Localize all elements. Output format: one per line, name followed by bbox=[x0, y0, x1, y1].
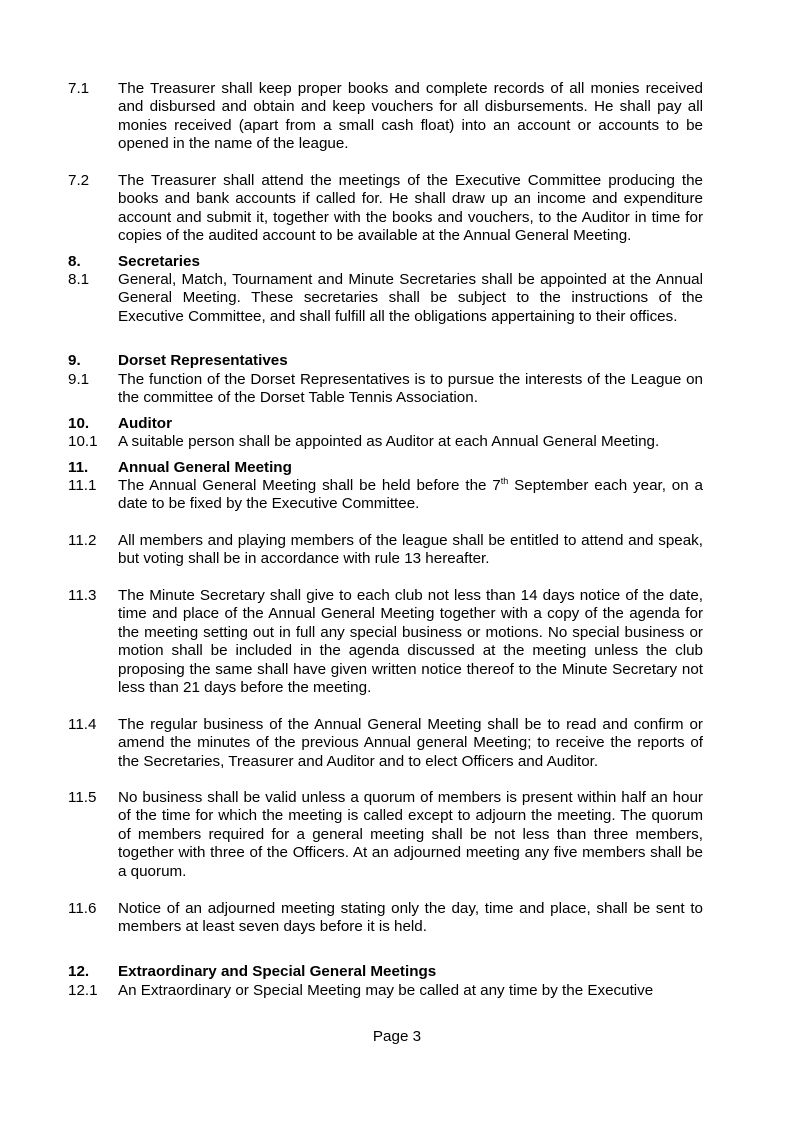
clause-text-part: The Annual General Meeting shall be held before the 7 bbox=[118, 477, 501, 494]
section-heading-12 bbox=[68, 963, 703, 981]
clause-number: 11.3 bbox=[68, 587, 97, 604]
section-number: 10. bbox=[68, 415, 90, 432]
clause-text: General, Match, Tournament and Minute Secretaries shall be appointed at the Annual General Meeting. These secretaries shall be subject to the instructions of the Executive Committee, and shall fulfill all the obligations appertaining to their offices. bbox=[118, 271, 703, 325]
clause-11-2 bbox=[68, 532, 703, 569]
clause-8-1 bbox=[68, 271, 703, 326]
section-number: 12. bbox=[68, 963, 90, 980]
clause-text: All members and playing members of the league shall be entitled to attend and speak, but voting shall be in accordance with rule 13 hereafter. bbox=[118, 532, 703, 568]
clause-text: Notice of an adjourned meeting stating only the day, time and place, shall be sent to members at least seven days before it is held. bbox=[118, 900, 703, 936]
section-heading-10 bbox=[68, 415, 703, 433]
clause-number: 11.1 bbox=[68, 477, 97, 494]
clause-number: 11.5 bbox=[68, 789, 97, 806]
clause-number: 11.4 bbox=[68, 716, 97, 733]
clause-text: The Treasurer shall attend the meetings of the Executive Committee producing the books and bank accounts if called for. He shall draw up an income and expenditure account and submit it, together with the books and vouchers, to the Auditor in time for copies of the audited account to be available at the Annual General Meeting. bbox=[118, 172, 703, 245]
clause-text: An Extraordinary or Special Meeting may be called at any time by the Executive bbox=[118, 982, 654, 999]
clause-12-1 bbox=[68, 982, 703, 1000]
ordinal-suffix: th bbox=[500, 475, 509, 486]
clause-11-3 bbox=[68, 587, 703, 697]
section-heading-8 bbox=[68, 253, 703, 271]
clause-number: 7.2 bbox=[68, 172, 90, 189]
clause-number: 8.1 bbox=[68, 271, 90, 288]
section-title: Annual General Meeting bbox=[118, 459, 292, 476]
section-heading-9 bbox=[68, 352, 703, 370]
section-number: 8. bbox=[68, 253, 81, 270]
section-title: Dorset Representatives bbox=[118, 352, 288, 369]
clause-11-6 bbox=[68, 900, 703, 937]
clause-number: 12.1 bbox=[68, 982, 98, 999]
clause-10-1 bbox=[68, 433, 703, 451]
clause-text: A suitable person shall be appointed as Auditor at each Annual General Meeting. bbox=[118, 433, 660, 450]
section-title: Secretaries bbox=[118, 253, 200, 270]
clause-text: The regular business of the Annual General Meeting shall be to read and confirm or amend the minutes of the previous Annual general Meeting; to receive the reports of the Secretaries, Treasurer and Auditor and to elect Officers and Auditor. bbox=[118, 716, 703, 770]
clause-11-1 bbox=[68, 477, 703, 514]
clause-number: 11.2 bbox=[68, 532, 97, 549]
clause-7-2 bbox=[68, 172, 703, 246]
clause-7-1 bbox=[68, 80, 703, 154]
clause-number: 10.1 bbox=[68, 433, 98, 450]
section-title: Extraordinary and Special General Meetings bbox=[118, 963, 437, 980]
clause-text: The function of the Dorset Representatives is to pursue the interests of the League on the committee of the Dorset Table Tennis Association. bbox=[118, 371, 703, 407]
clause-text: The Treasurer shall keep proper books and complete records of all monies received and disbursed and obtain and keep vouchers for all disbursements. He shall pay all monies received (apart from a small cash float) into an account or accounts to be opened in the name of the league. bbox=[118, 80, 703, 153]
clause-9-1 bbox=[68, 371, 703, 408]
clause-text: No business shall be valid unless a quorum of members is present within half an hour of the time for which the meeting is called except to adjourn the meeting. The quorum of members required for a general meeting shall be not less than three members, together with three of the Officers. At an adjourned meeting any five members shall be a quorum. bbox=[118, 789, 703, 880]
clause-number: 9.1 bbox=[68, 371, 90, 388]
clause-text bbox=[118, 477, 703, 514]
section-title: Auditor bbox=[118, 415, 172, 432]
page-number: Page 3 bbox=[372, 1028, 422, 1045]
section-number: 11. bbox=[68, 459, 89, 476]
clause-number: 11.6 bbox=[68, 900, 97, 917]
section-number: 9. bbox=[68, 352, 81, 369]
clause-text: The Minute Secretary shall give to each club not less than 14 days notice of the date, time and place of the Annual General Meeting together with a copy of the agenda for the meeting setting out in full any special business or motions. No special business or motion shall be included in the agenda discussed at the meeting unless the club proposing the same shall have given written notice thereof to the Minute Secretary not less than 21 days before the meeting. bbox=[118, 587, 703, 697]
clause-11-5 bbox=[68, 789, 703, 881]
clause-text-part: September each year, on a date to be fixed by the Executive Committee. bbox=[118, 477, 703, 513]
clause-number: 7.1 bbox=[68, 80, 90, 97]
section-heading-11 bbox=[68, 459, 703, 477]
clause-11-4 bbox=[68, 716, 703, 771]
